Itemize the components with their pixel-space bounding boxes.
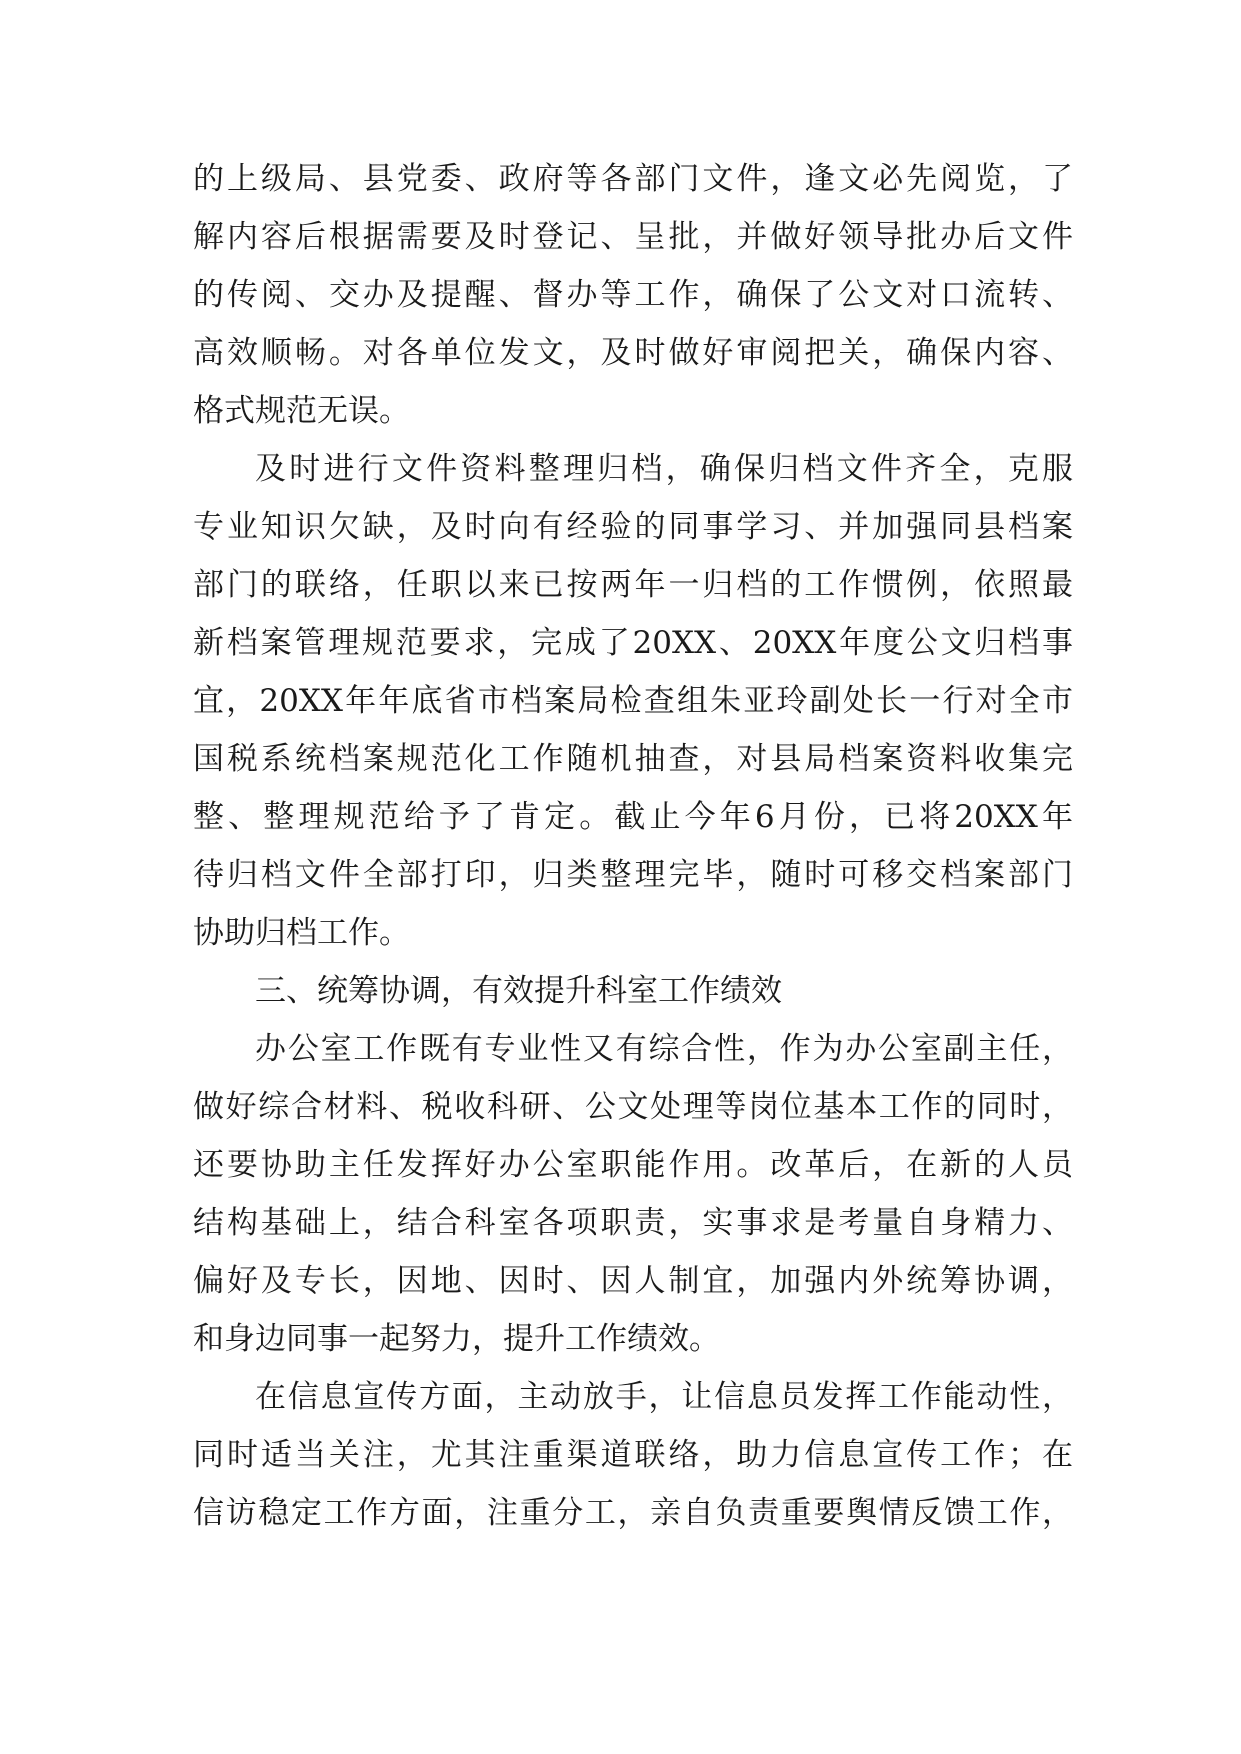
text-line: 解内容后根据需要及时登记、呈批，并做好领导批办后文件 (193, 219, 1073, 255)
section-heading: 三、统筹协调，有效提升科室工作绩效 (255, 973, 782, 1009)
text-line: 和身边同事一起努力，提升工作绩效。 (193, 1321, 720, 1357)
text-line: 整、整理规范给予了肯定。截止今年6月份，已将20XX年 (193, 799, 1073, 835)
document-body (193, 150, 1073, 1542)
text-line: 同时适当关注，尤其注重渠道联络，助力信息宣传工作；在 (193, 1437, 1073, 1473)
text-line: 新档案管理规范要求，完成了20XX、20XX年度公文归档事 (193, 625, 1073, 661)
text-line: 高效顺畅。对各单位发文，及时做好审阅把关，确保内容、 (193, 335, 1073, 371)
text-line: 专业知识欠缺，及时向有经验的同事学习、并加强同县档案 (193, 509, 1073, 545)
text-line: 做好综合材料、税收科研、公文处理等岗位基本工作的同时， (193, 1089, 1073, 1125)
text-line: 待归档文件全部打印，归类整理完毕，随时可移交档案部门 (193, 857, 1073, 893)
text-line: 的传阅、交办及提醒、督办等工作，确保了公文对口流转、 (193, 277, 1073, 313)
text-line: 格式规范无误。 (193, 393, 410, 429)
paragraph-first-line: 办公室工作既有专业性又有综合性，作为办公室副主任， (255, 1031, 1073, 1067)
paragraph-first-line: 在信息宣传方面，主动放手，让信息员发挥工作能动性， (255, 1379, 1073, 1415)
text-line: 结构基础上，结合科室各项职责，实事求是考量自身精力、 (193, 1205, 1073, 1241)
text-line: 信访稳定工作方面，注重分工，亲自负责重要舆情反馈工作， (193, 1495, 1073, 1531)
text-line: 协助归档工作。 (193, 915, 410, 951)
text-line: 部门的联络，任职以来已按两年一归档的工作惯例，依照最 (193, 567, 1073, 603)
text-line: 偏好及专长，因地、因时、因人制宜，加强内外统筹协调， (193, 1263, 1073, 1299)
text-line: 的上级局、县党委、政府等各部门文件，逢文必先阅览，了 (193, 161, 1073, 197)
paragraph-first-line: 及时进行文件资料整理归档，确保归档文件齐全，克服 (255, 451, 1073, 487)
text-line: 还要协助主任发挥好办公室职能作用。改革后，在新的人员 (193, 1147, 1073, 1183)
text-line: 国税系统档案规范化工作随机抽查，对县局档案资料收集完 (193, 741, 1073, 777)
text-line: 宜，20XX年年底省市档案局检查组朱亚玲副处长一行对全市 (193, 683, 1073, 719)
